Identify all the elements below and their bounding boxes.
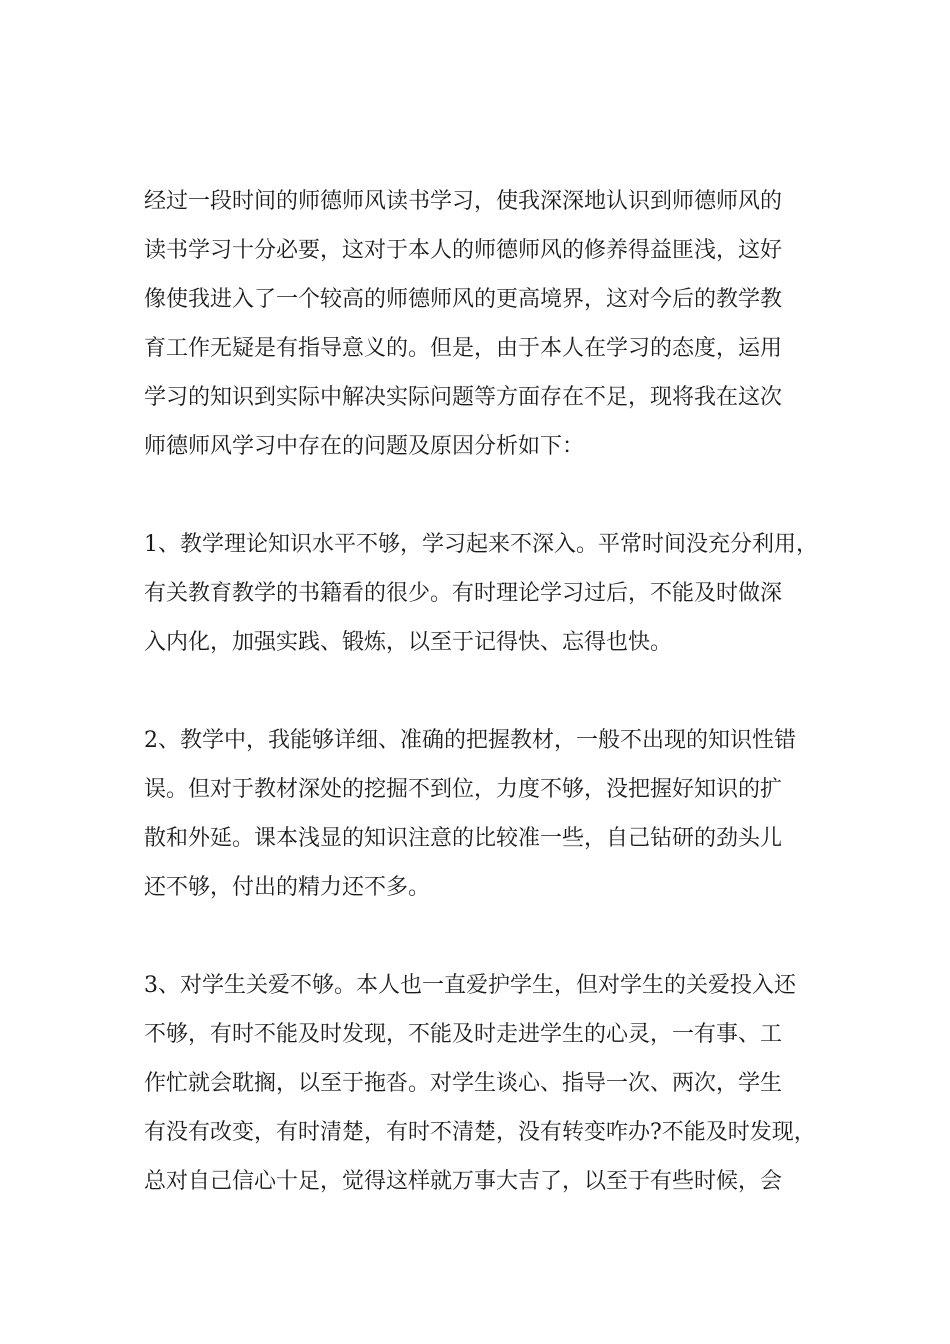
text-line: 读书学习十分必要，这对于本人的师德师风的修养得益匪浅，这好 [144,238,783,263]
text-line: 1、教学理论知识水平不够，学习起来不深入。平常时间没充分利用， [144,532,818,557]
text-line: 还不够，付出的精力还不多。 [144,875,431,900]
text-line: 作忙就会耽搁，以至于拖沓。对学生谈心、指导一次、两次，学生 [144,1071,783,1096]
text-line: 师德师风学习中存在的问题及原因分析如下： [144,434,585,459]
document-body [144,177,834,1206]
text-line: 散和外延。课本浅显的知识注意的比较准一些，自己钻研的劲头儿 [144,826,783,851]
paragraph-spacer [144,471,834,520]
paragraph-spacer [144,912,834,961]
text-line: 入内化，加强实践、锻炼，以至于记得快、忘得也快。 [144,630,673,655]
text-line: 不够，有时不能及时发现，不能及时走进学生的心灵，一有事、工 [144,1022,783,1047]
text-line: 像使我进入了一个较高的师德师风的更高境界，这对今后的教学教 [144,287,783,312]
text-line: 有关教育教学的书籍看的很少。有时理论学习过后，不能及时做深 [144,581,783,606]
text-line: 有没有改变，有时清楚，有时不清楚，没有转变咋办?不能及时发现， [144,1120,816,1145]
paragraph-point-2 [144,716,834,912]
paragraph-point-3 [144,961,834,1206]
text-line: 3、对学生关爱不够。本人也一直爱护学生，但对学生的关爱投入还 [144,973,796,998]
paragraph-point-1 [144,520,834,667]
text-line: 经过一段时间的师德师风读书学习，使我深深地认识到师德师风的 [144,189,783,214]
text-line: 总对自己信心十足，觉得这样就万事大吉了，以至于有些时候，会 [144,1169,783,1194]
text-line: 2、教学中，我能够详细、准确的把握教材，一般不出现的知识性错 [144,728,796,753]
text-line: 误。但对于教材深处的挖掘不到位，力度不够，没把握好知识的扩 [144,777,783,802]
paragraph-spacer [144,667,834,716]
paragraph-intro [144,177,834,471]
text-line: 学习的知识到实际中解决实际问题等方面存在不足，现将我在这次 [144,385,783,410]
text-line: 育工作无疑是有指导意义的。但是，由于本人在学习的态度，运用 [144,336,783,361]
